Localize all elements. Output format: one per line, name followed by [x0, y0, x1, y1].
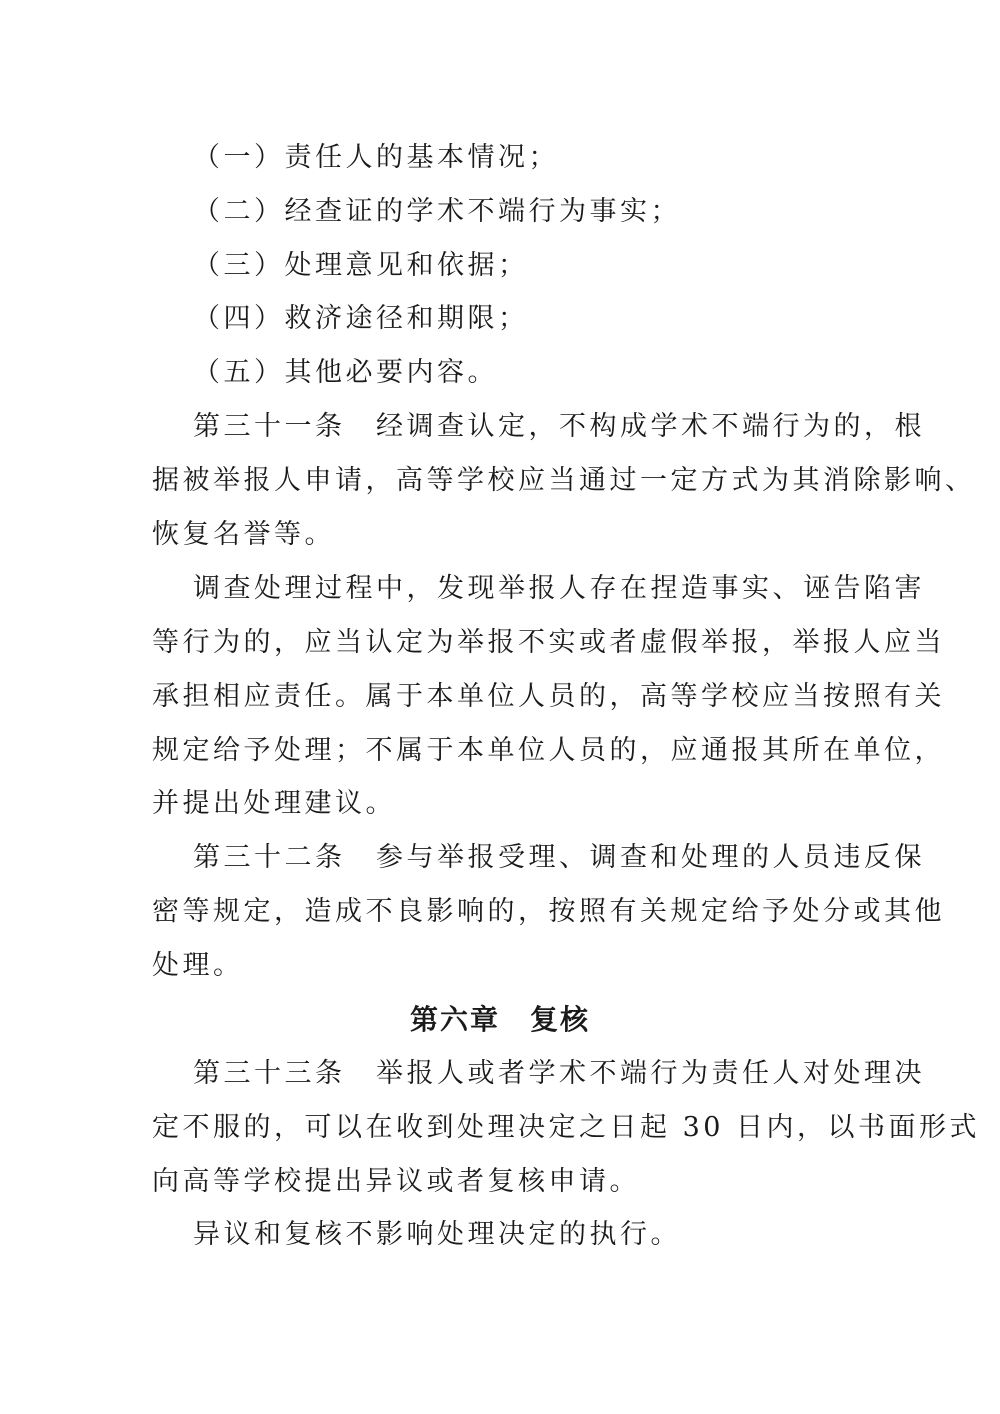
article-33-line-1: 第三十三条 举报人或者学术不端行为责任人对处理决 [193, 1058, 925, 1089]
chapter-heading: 第六章 复核 [409, 1003, 590, 1036]
article-32-line-3: 处理。 [152, 950, 244, 981]
article-33-line-3: 向高等学校提出异议或者复核申请。 [152, 1166, 640, 1197]
list-item-5: （五）其他必要内容。 [193, 357, 498, 388]
false-report-line-2: 等行为的，应当认定为举报不实或者虚假举报，举报人应当 [152, 627, 945, 658]
false-report-line-1: 调查处理过程中，发现举报人存在捏造事实、诬告陷害 [193, 573, 925, 604]
article-31-line-1: 第三十一条 经调查认定，不构成学术不端行为的，根 [193, 411, 925, 442]
execution-paragraph-line-1: 异议和复核不影响处理决定的执行。 [193, 1219, 681, 1250]
article-32-line-1: 第三十二条 参与举报受理、调查和处理的人员违反保 [193, 842, 925, 873]
article-33-line-2: 定不服的，可以在收到处理决定之日起 30 日内，以书面形式 [152, 1112, 981, 1143]
list-item-2: （二）经查证的学术不端行为事实； [193, 196, 681, 227]
article-31-line-2: 据被举报人申请，高等学校应当通过一定方式为其消除影响、 [152, 465, 976, 496]
false-report-line-3: 承担相应责任。属于本单位人员的，高等学校应当按照有关 [152, 681, 945, 712]
false-report-line-5: 并提出处理建议。 [152, 788, 396, 819]
list-item-3: （三）处理意见和依据； [193, 250, 529, 281]
list-item-1: （一）责任人的基本情况； [193, 142, 559, 173]
article-32-line-2: 密等规定，造成不良影响的，按照有关规定给予处分或其他 [152, 896, 945, 927]
article-31-line-3: 恢复名誉等。 [152, 519, 335, 550]
false-report-line-4: 规定给予处理；不属于本单位人员的，应通报其所在单位， [152, 735, 945, 766]
list-item-4: （四）救济途径和期限； [193, 303, 529, 334]
